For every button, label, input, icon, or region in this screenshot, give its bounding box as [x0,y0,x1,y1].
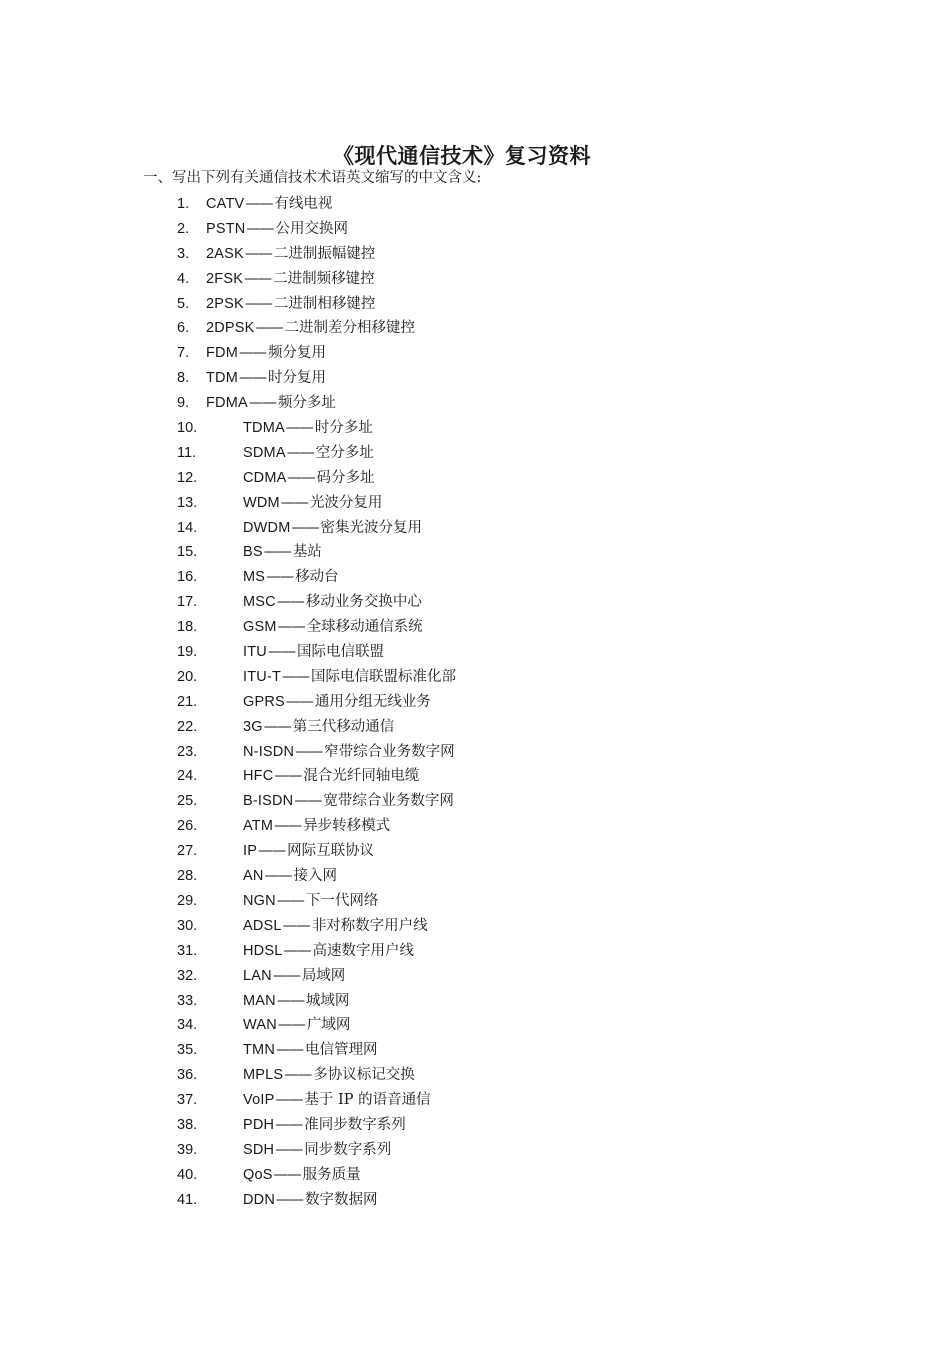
term-meaning: 国际电信联盟标准化部 [311,668,457,685]
term-abbreviation: SDMA [243,444,286,461]
term-meaning: 空分多址 [315,444,374,461]
term-separator: —— [282,917,310,934]
term-number: 3. [177,245,190,262]
term-entry [243,466,375,491]
term-entry [206,217,348,242]
term-separator: —— [276,892,304,909]
term-number: 27. [177,843,198,860]
term-entry [243,1138,391,1163]
term-meaning: 网际互联协议 [287,843,375,860]
term-abbreviation: GPRS [243,693,285,710]
term-number: 29. [177,892,198,909]
term-list [0,192,950,1213]
term-number: 16. [177,569,198,586]
term-number: 25. [177,793,198,810]
term-separator: —— [295,743,323,760]
term-number: 22. [177,718,198,735]
term-abbreviation: CATV [206,196,245,212]
term-separator: —— [291,519,319,536]
term-meaning: 码分多址 [316,469,375,486]
term-number: 12. [177,469,198,486]
term-abbreviation: SDH [243,1141,275,1158]
term-entry [243,789,454,814]
list-item [0,491,950,516]
term-number: 34. [177,1017,198,1034]
list-item [0,341,950,366]
term-abbreviation: MSC [243,594,276,611]
term-entry [206,292,375,317]
term-separator: —— [246,220,274,237]
term-separator: —— [266,569,294,586]
list-item [0,964,950,989]
term-number: 17. [177,594,198,611]
term-abbreviation: 3G [243,718,263,735]
term-separator: —— [245,196,273,212]
term-separator: —— [294,793,322,810]
term-entry [243,764,419,789]
term-meaning: 下一代网络 [305,892,379,909]
list-item [0,1013,950,1038]
list-item [0,939,950,964]
list-item [0,441,950,466]
term-number: 28. [177,868,198,885]
term-abbreviation: IP [243,843,258,860]
term-entry [243,740,455,765]
term-number: 38. [177,1116,198,1133]
list-item [0,690,950,715]
term-abbreviation: DWDM [243,519,291,536]
list-item [0,565,950,590]
term-abbreviation: FDM [206,345,239,362]
term-entry [243,939,414,964]
term-abbreviation: 2DPSK [206,320,255,337]
term-entry [243,640,384,665]
term-meaning: 二进制相移键控 [273,295,376,312]
term-entry [206,341,326,366]
term-separator: —— [263,718,291,735]
term-separator: —— [274,768,302,785]
term-meaning: 多协议标记交换 [313,1067,415,1084]
list-item [0,466,950,491]
term-number: 15. [177,544,198,561]
list-item [0,640,950,665]
term-abbreviation: DDN [243,1191,276,1208]
term-abbreviation: LAN [243,967,272,984]
list-item [0,864,950,889]
term-separator: —— [280,494,308,511]
term-separator: —— [267,644,295,661]
term-abbreviation: PDH [243,1116,275,1133]
term-number: 9. [177,395,190,412]
term-number: 35. [177,1042,198,1059]
term-entry [243,1013,350,1038]
term-entry [243,441,374,466]
term-abbreviation: WDM [243,494,280,511]
list-item [0,416,950,441]
term-separator: —— [285,693,313,710]
term-entry [206,316,415,341]
term-separator: —— [273,1166,301,1183]
term-separator: —— [275,1141,303,1158]
term-separator: —— [286,444,314,461]
term-abbreviation: PSTN [206,220,246,237]
term-meaning: 二进制频移键控 [273,270,375,287]
term-entry [243,839,374,864]
list-item [0,989,950,1014]
term-separator: —— [244,245,272,262]
term-number: 6. [177,320,190,337]
term-meaning: 数字数据网 [305,1191,378,1208]
term-meaning: 城域网 [305,992,350,1009]
term-separator: —— [258,843,286,860]
term-number: 19. [177,644,198,661]
term-separator: —— [255,320,283,337]
term-separator: —— [287,469,315,486]
term-entry [243,889,378,914]
term-separator: —— [239,345,267,362]
term-separator: —— [244,270,272,287]
term-separator: —— [264,868,292,885]
term-abbreviation: 2PSK [206,295,244,312]
term-number: 24. [177,768,198,785]
list-item [0,1113,950,1138]
term-separator: —— [275,1092,303,1109]
list-item [0,1088,950,1113]
term-meaning: 通用分组无线业务 [314,693,431,710]
term-entry [243,590,422,615]
list-item [0,590,950,615]
term-meaning: 异步转移模式 [303,818,391,835]
term-abbreviation: MS [243,569,266,586]
term-meaning: 基站 [292,544,322,561]
term-meaning: 宽带综合业务数字网 [323,793,454,810]
term-abbreviation: HDSL [243,942,283,959]
term-entry [206,267,375,292]
term-meaning: 光波分复用 [309,494,383,511]
term-entry [243,1063,415,1088]
term-meaning: 基于 IP 的语音通信 [304,1092,431,1109]
term-entry [243,516,422,541]
list-item [0,914,950,939]
term-abbreviation: GSM [243,619,277,636]
term-meaning: 服务质量 [302,1166,361,1183]
term-abbreviation: VoIP [243,1092,275,1109]
term-meaning: 广域网 [306,1017,351,1034]
term-entry [243,914,428,939]
term-entry [243,989,349,1014]
term-entry [243,615,423,640]
list-item [0,1163,950,1188]
term-number: 4. [177,270,190,287]
term-meaning: 频分复用 [268,345,327,362]
term-meaning: 第三代移动通信 [292,718,395,735]
section-heading: 一、写出下列有关通信技术术语英文缩写的中文含义: [143,170,482,186]
term-separator: —— [272,967,300,984]
term-entry [243,814,390,839]
term-number: 31. [177,942,198,959]
term-meaning: 有线电视 [274,196,333,212]
term-entry [243,864,337,889]
term-entry [243,491,382,516]
term-abbreviation: MPLS [243,1067,284,1084]
term-meaning: 局域网 [301,967,346,984]
term-meaning: 准同步数字系列 [304,1116,406,1133]
list-item [0,814,950,839]
term-entry [243,715,394,740]
term-abbreviation: FDMA [206,395,248,412]
term-separator: —— [277,619,305,636]
list-item [0,889,950,914]
term-abbreviation: TDM [206,370,239,387]
list-item [0,316,950,341]
term-separator: —— [276,594,304,611]
term-meaning: 时分多址 [314,420,373,437]
term-meaning: 接入网 [293,868,338,885]
term-meaning: 非对称数字用户线 [311,917,428,934]
term-meaning: 移动业务交换中心 [305,594,422,611]
term-entry [243,690,431,715]
term-entry [243,1113,406,1138]
term-entry [206,242,375,267]
list-item [0,740,950,765]
term-meaning: 时分复用 [268,370,327,387]
list-item [0,1063,950,1088]
term-separator: —— [263,544,291,561]
term-abbreviation: CDMA [243,469,287,486]
list-item [0,1138,950,1163]
term-number: 21. [177,693,198,710]
term-entry [243,416,373,441]
list-item [0,217,950,242]
term-abbreviation: B-ISDN [243,793,294,810]
list-item [0,789,950,814]
term-number: 39. [177,1141,198,1158]
list-item [0,615,950,640]
list-item [0,192,950,217]
term-separator: —— [239,370,267,387]
term-number: 23. [177,743,198,760]
term-separator: —— [285,420,313,437]
term-entry [206,391,336,416]
term-meaning: 频分多址 [277,395,336,412]
term-number: 40. [177,1166,198,1183]
list-item [0,1038,950,1063]
term-meaning: 高速数字用户线 [312,942,414,959]
term-number: 30. [177,917,198,934]
term-entry [206,192,332,217]
term-entry [243,964,345,989]
term-number: 37. [177,1092,198,1109]
list-item [0,267,950,292]
list-item [0,764,950,789]
term-meaning: 窄带综合业务数字网 [324,743,455,760]
term-separator: —— [274,818,302,835]
term-separator: —— [275,1116,303,1133]
term-number: 18. [177,619,198,636]
term-separator: —— [276,1191,304,1208]
term-number: 5. [177,295,190,312]
term-meaning: 国际电信联盟 [296,644,384,661]
term-entry [243,665,456,690]
term-number: 7. [177,345,190,362]
term-abbreviation: MAN [243,992,276,1009]
list-item [0,292,950,317]
term-entry [243,1088,431,1113]
term-meaning: 全球移动通信系统 [306,619,423,636]
list-item [0,366,950,391]
term-number: 8. [177,370,190,387]
term-entry [243,565,339,590]
term-abbreviation: NGN [243,892,276,909]
term-separator: —— [283,942,311,959]
term-abbreviation: 2ASK [206,245,244,262]
term-number: 14. [177,519,198,536]
term-number: 1. [177,196,190,212]
term-abbreviation: WAN [243,1017,277,1034]
term-number: 11. [177,444,197,461]
term-number: 32. [177,967,198,984]
term-number: 13. [177,494,198,511]
term-separator: —— [244,295,272,312]
term-entry [243,1163,361,1188]
term-number: 26. [177,818,198,835]
term-separator: —— [276,1042,304,1059]
list-item [0,540,950,565]
term-number: 41. [177,1191,198,1208]
list-item [0,1188,950,1213]
term-meaning: 密集光波分复用 [320,519,423,536]
term-number: 2. [177,220,190,237]
term-meaning: 同步数字系列 [304,1141,392,1158]
term-abbreviation: ITU [243,644,267,661]
term-meaning: 混合光纤同轴电缆 [303,768,420,785]
term-abbreviation: ATM [243,818,274,835]
term-abbreviation: HFC [243,768,274,785]
list-item [0,715,950,740]
term-entry [243,1188,378,1213]
term-abbreviation: QoS [243,1166,273,1183]
term-abbreviation: BS [243,544,263,561]
list-item [0,242,950,267]
term-number: 20. [177,668,198,685]
term-abbreviation: N-ISDN [243,743,295,760]
term-abbreviation: TMN [243,1042,276,1059]
term-abbreviation: 2FSK [206,270,244,287]
term-meaning: 二进制差分相移键控 [284,320,416,337]
term-separator: —— [282,668,310,685]
term-number: 33. [177,992,198,1009]
term-entry [206,366,326,391]
page-title: 《现代通信技术》复习资料 [333,143,591,169]
list-item [0,665,950,690]
term-abbreviation: ADSL [243,917,282,934]
term-separator: —— [276,992,304,1009]
term-separator: —— [248,395,276,412]
term-abbreviation: ITU-T [243,668,282,685]
term-entry [243,1038,378,1063]
term-meaning: 移动台 [295,569,339,586]
list-item [0,391,950,416]
term-meaning: 二进制振幅键控 [273,245,376,262]
list-item [0,516,950,541]
term-number: 10. [177,420,198,437]
list-item [0,839,950,864]
term-abbreviation: AN [243,868,264,885]
term-separator: —— [277,1017,305,1034]
term-meaning: 公用交换网 [275,220,348,237]
term-meaning: 电信管理网 [305,1042,378,1059]
term-abbreviation: TDMA [243,420,285,437]
term-entry [243,540,322,565]
term-number: 36. [177,1067,198,1084]
term-separator: —— [284,1067,312,1084]
